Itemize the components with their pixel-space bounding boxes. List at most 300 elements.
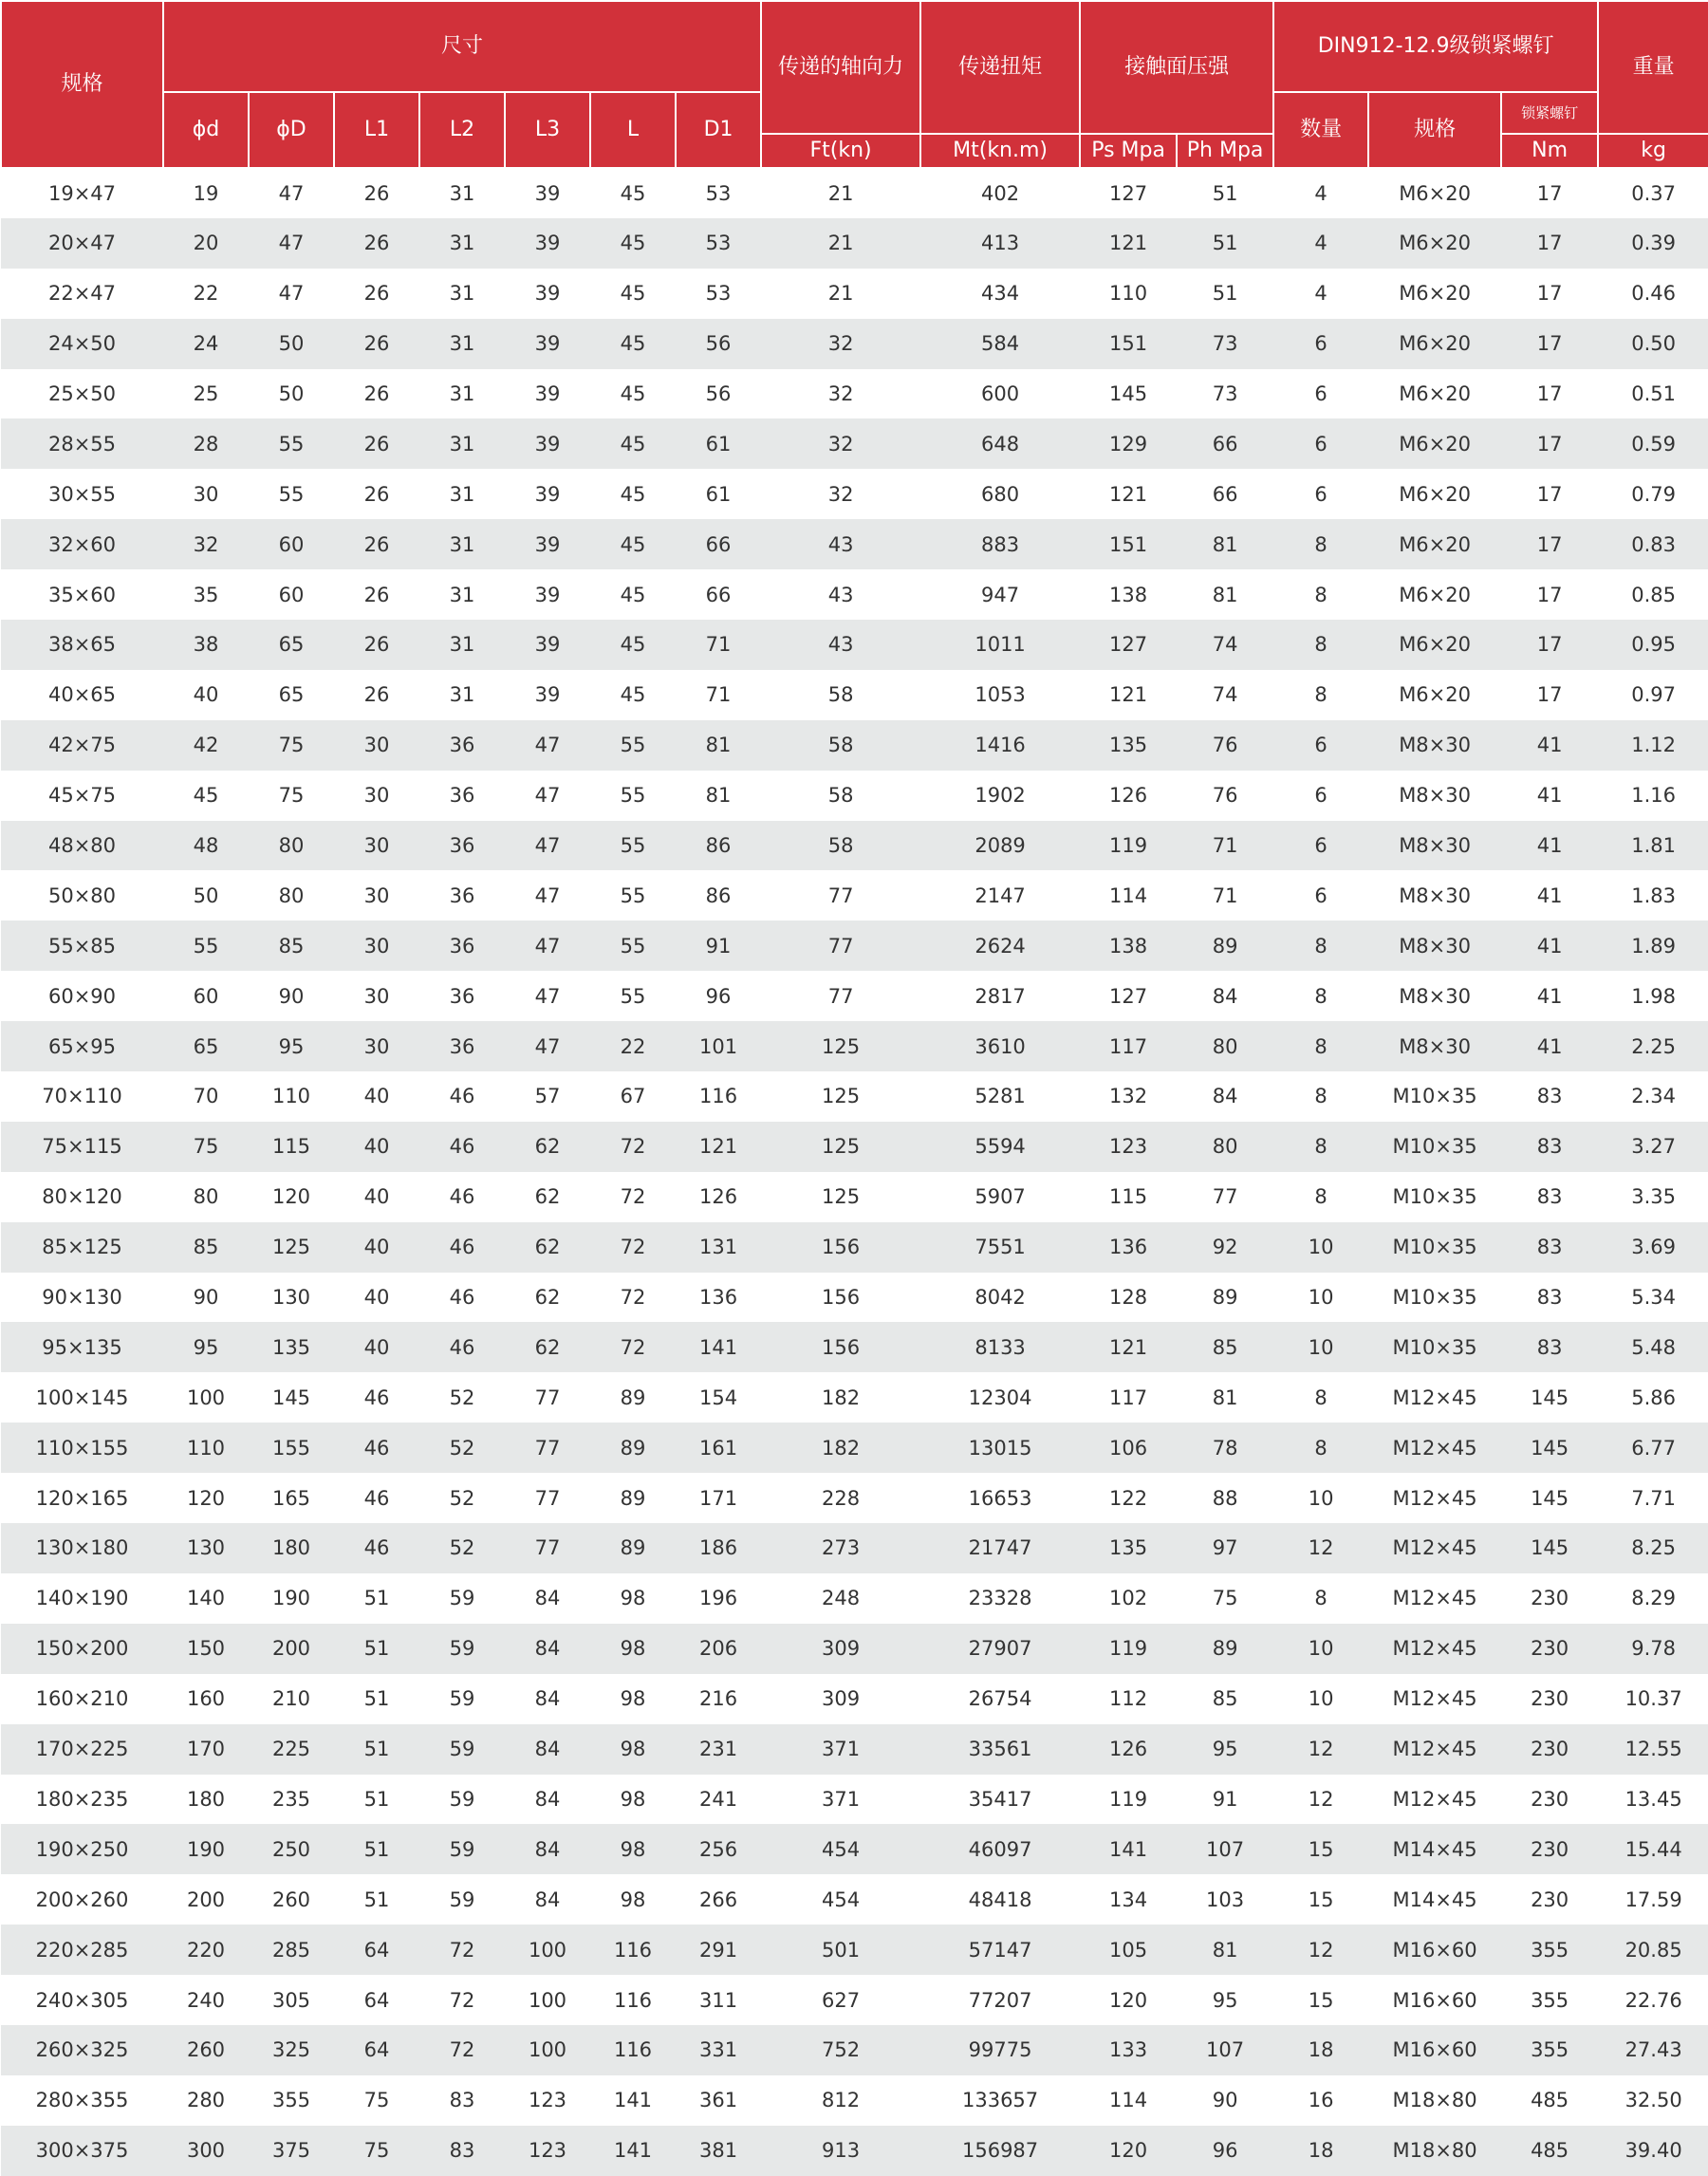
cell-screw-spec: M6×20 (1368, 469, 1501, 519)
cell-spec: 55×85 (1, 921, 163, 971)
cell-nm: 355 (1501, 2025, 1598, 2075)
cell-qty: 8 (1273, 1372, 1368, 1423)
table-row (1, 469, 1708, 519)
cell-phi-d: 300 (163, 2126, 249, 2176)
cell-ps: 123 (1080, 1122, 1177, 1172)
cell-L: 116 (590, 1975, 676, 2025)
cell-phi-D: 235 (249, 1775, 334, 1825)
cell-L3: 123 (505, 2075, 590, 2126)
cell-phi-d: 170 (163, 1724, 249, 1775)
cell-phi-d: 19 (163, 168, 249, 218)
cell-qty: 4 (1273, 168, 1368, 218)
cell-L2: 31 (419, 469, 505, 519)
cell-L: 55 (590, 771, 676, 821)
cell-L: 45 (590, 269, 676, 319)
cell-qty: 8 (1273, 921, 1368, 971)
table-row (1, 771, 1708, 821)
cell-phi-d: 25 (163, 369, 249, 419)
cell-nm: 17 (1501, 569, 1598, 620)
cell-D1: 136 (676, 1273, 761, 1323)
cell-nm: 83 (1501, 1071, 1598, 1122)
table-row (1, 1473, 1708, 1523)
cell-nm: 41 (1501, 821, 1598, 871)
cell-screw-spec: M8×30 (1368, 720, 1501, 771)
cell-mt: 33561 (920, 1724, 1080, 1775)
cell-nm: 17 (1501, 519, 1598, 569)
cell-spec: 32×60 (1, 519, 163, 569)
cell-L2: 83 (419, 2126, 505, 2176)
cell-L3: 57 (505, 1071, 590, 1122)
cell-spec: 95×135 (1, 1322, 163, 1372)
cell-mt: 1416 (920, 720, 1080, 771)
cell-L1: 51 (334, 1824, 419, 1874)
cell-mt: 21747 (920, 1523, 1080, 1573)
table-row (1, 1172, 1708, 1222)
cell-phi-D: 200 (249, 1624, 334, 1674)
cell-L: 98 (590, 1573, 676, 1624)
table-row (1, 1071, 1708, 1122)
cell-screw-spec: M12×45 (1368, 1573, 1501, 1624)
cell-phi-d: 140 (163, 1573, 249, 1624)
cell-L: 45 (590, 168, 676, 218)
cell-mt: 2817 (920, 971, 1080, 1021)
table-row (1, 1423, 1708, 1473)
cell-kg: 15.44 (1598, 1824, 1708, 1874)
cell-kg: 5.86 (1598, 1372, 1708, 1423)
cell-D1: 81 (676, 771, 761, 821)
cell-ps: 115 (1080, 1172, 1177, 1222)
cell-kg: 1.81 (1598, 821, 1708, 871)
cell-nm: 17 (1501, 469, 1598, 519)
cell-qty: 6 (1273, 870, 1368, 921)
cell-kg: 0.97 (1598, 670, 1708, 720)
cell-phi-d: 160 (163, 1674, 249, 1724)
cell-ph: 80 (1177, 1021, 1273, 1071)
cell-phi-d: 80 (163, 1172, 249, 1222)
cell-screw-spec: M6×20 (1368, 218, 1501, 269)
cell-phi-d: 110 (163, 1423, 249, 1473)
cell-screw-spec: M12×45 (1368, 1473, 1501, 1523)
cell-L1: 51 (334, 1624, 419, 1674)
cell-L1: 40 (334, 1273, 419, 1323)
cell-L2: 46 (419, 1273, 505, 1323)
cell-L2: 59 (419, 1824, 505, 1874)
header-torque: 传递扭矩 (920, 1, 1080, 134)
cell-L2: 59 (419, 1624, 505, 1674)
cell-ph: 95 (1177, 1975, 1273, 2025)
cell-ph: 89 (1177, 921, 1273, 971)
cell-ft: 58 (761, 771, 920, 821)
cell-D1: 86 (676, 821, 761, 871)
cell-L3: 84 (505, 1874, 590, 1925)
cell-screw-spec: M8×30 (1368, 870, 1501, 921)
cell-screw-spec: M8×30 (1368, 771, 1501, 821)
cell-L2: 59 (419, 1674, 505, 1724)
cell-nm: 145 (1501, 1523, 1598, 1573)
cell-L2: 36 (419, 870, 505, 921)
cell-L: 45 (590, 620, 676, 670)
cell-screw-spec: M10×35 (1368, 1172, 1501, 1222)
cell-screw-spec: M6×20 (1368, 369, 1501, 419)
cell-L1: 51 (334, 1874, 419, 1925)
cell-ph: 89 (1177, 1624, 1273, 1674)
cell-L2: 36 (419, 771, 505, 821)
cell-L2: 31 (419, 519, 505, 569)
cell-L2: 59 (419, 1724, 505, 1775)
cell-L3: 84 (505, 1824, 590, 1874)
cell-L: 72 (590, 1273, 676, 1323)
cell-phi-D: 50 (249, 369, 334, 419)
cell-ps: 135 (1080, 1523, 1177, 1573)
cell-nm: 145 (1501, 1372, 1598, 1423)
table-row (1, 269, 1708, 319)
cell-D1: 66 (676, 519, 761, 569)
cell-ft: 309 (761, 1624, 920, 1674)
cell-L: 45 (590, 218, 676, 269)
cell-L: 45 (590, 569, 676, 620)
cell-screw-spec: M6×20 (1368, 620, 1501, 670)
cell-mt: 5281 (920, 1071, 1080, 1122)
cell-spec: 35×60 (1, 569, 163, 620)
cell-phi-d: 50 (163, 870, 249, 921)
cell-kg: 22.76 (1598, 1975, 1708, 2025)
cell-nm: 17 (1501, 319, 1598, 369)
table-row (1, 1724, 1708, 1775)
cell-ft: 43 (761, 569, 920, 620)
cell-screw-spec: M8×30 (1368, 921, 1501, 971)
cell-mt: 77207 (920, 1975, 1080, 2025)
cell-ps: 126 (1080, 771, 1177, 821)
cell-L1: 30 (334, 1021, 419, 1071)
cell-ph: 90 (1177, 2075, 1273, 2126)
cell-ps: 120 (1080, 2126, 1177, 2176)
cell-L: 45 (590, 519, 676, 569)
cell-ft: 77 (761, 971, 920, 1021)
cell-L1: 26 (334, 469, 419, 519)
cell-ft: 156 (761, 1273, 920, 1323)
cell-D1: 131 (676, 1222, 761, 1273)
cell-kg: 7.71 (1598, 1473, 1708, 1523)
cell-ph: 92 (1177, 1222, 1273, 1273)
cell-ph: 77 (1177, 1172, 1273, 1222)
cell-D1: 266 (676, 1874, 761, 1925)
cell-screw-spec: M8×30 (1368, 1021, 1501, 1071)
cell-screw-spec: M12×45 (1368, 1372, 1501, 1423)
cell-mt: 3610 (920, 1021, 1080, 1071)
cell-screw-spec: M12×45 (1368, 1674, 1501, 1724)
cell-screw-spec: M16×60 (1368, 2025, 1501, 2075)
cell-L: 45 (590, 670, 676, 720)
table-row (1, 720, 1708, 771)
cell-ph: 78 (1177, 1423, 1273, 1473)
cell-screw-spec: M18×80 (1368, 2126, 1501, 2176)
table-row (1, 1925, 1708, 1975)
cell-qty: 8 (1273, 670, 1368, 720)
cell-ps: 117 (1080, 1372, 1177, 1423)
cell-mt: 2147 (920, 870, 1080, 921)
cell-ft: 454 (761, 1824, 920, 1874)
cell-ph: 88 (1177, 1473, 1273, 1523)
cell-nm: 230 (1501, 1775, 1598, 1825)
cell-L3: 84 (505, 1674, 590, 1724)
cell-phi-D: 90 (249, 971, 334, 1021)
cell-D1: 381 (676, 2126, 761, 2176)
cell-L1: 26 (334, 319, 419, 369)
cell-ph: 76 (1177, 720, 1273, 771)
cell-L: 72 (590, 1122, 676, 1172)
cell-L3: 47 (505, 821, 590, 871)
cell-L2: 59 (419, 1775, 505, 1825)
cell-L: 98 (590, 1624, 676, 1674)
cell-nm: 17 (1501, 620, 1598, 670)
cell-phi-d: 60 (163, 971, 249, 1021)
cell-L3: 84 (505, 1624, 590, 1674)
cell-qty: 16 (1273, 2075, 1368, 2126)
cell-L3: 47 (505, 870, 590, 921)
cell-ft: 156 (761, 1322, 920, 1372)
cell-L1: 30 (334, 870, 419, 921)
cell-ft: 273 (761, 1523, 920, 1573)
cell-ph: 66 (1177, 418, 1273, 469)
cell-D1: 256 (676, 1824, 761, 1874)
cell-D1: 186 (676, 1523, 761, 1573)
header-ph: Ph Mpa (1177, 134, 1273, 168)
cell-spec: 24×50 (1, 319, 163, 369)
cell-kg: 3.27 (1598, 1122, 1708, 1172)
cell-L1: 64 (334, 2025, 419, 2075)
cell-D1: 206 (676, 1624, 761, 1674)
cell-ft: 501 (761, 1925, 920, 1975)
cell-spec: 50×80 (1, 870, 163, 921)
cell-L1: 46 (334, 1523, 419, 1573)
cell-ph: 89 (1177, 1273, 1273, 1323)
cell-ps: 127 (1080, 620, 1177, 670)
header-screw-group: DIN912-12.9级锁紧螺钉 (1273, 1, 1598, 92)
cell-nm: 230 (1501, 1824, 1598, 1874)
cell-phi-D: 155 (249, 1423, 334, 1473)
cell-ps: 151 (1080, 519, 1177, 569)
cell-nm: 230 (1501, 1674, 1598, 1724)
cell-spec: 25×50 (1, 369, 163, 419)
cell-phi-D: 325 (249, 2025, 334, 2075)
cell-nm: 355 (1501, 1925, 1598, 1975)
cell-kg: 3.35 (1598, 1172, 1708, 1222)
cell-spec: 80×120 (1, 1172, 163, 1222)
table-row (1, 1021, 1708, 1071)
cell-kg: 0.83 (1598, 519, 1708, 569)
cell-screw-spec: M18×80 (1368, 2075, 1501, 2126)
cell-D1: 66 (676, 569, 761, 620)
cell-nm: 83 (1501, 1222, 1598, 1273)
cell-phi-d: 38 (163, 620, 249, 670)
cell-L: 141 (590, 2126, 676, 2176)
cell-mt: 413 (920, 218, 1080, 269)
table-row (1, 821, 1708, 871)
cell-spec: 170×225 (1, 1724, 163, 1775)
table-row (1, 1523, 1708, 1573)
cell-L1: 26 (334, 670, 419, 720)
cell-kg: 0.51 (1598, 369, 1708, 419)
cell-ft: 32 (761, 369, 920, 419)
cell-L1: 26 (334, 168, 419, 218)
cell-nm: 230 (1501, 1874, 1598, 1925)
cell-ph: 97 (1177, 1523, 1273, 1573)
table-row (1, 418, 1708, 469)
cell-qty: 10 (1273, 1222, 1368, 1273)
cell-L3: 62 (505, 1222, 590, 1273)
cell-L: 22 (590, 1021, 676, 1071)
cell-mt: 947 (920, 569, 1080, 620)
cell-L1: 40 (334, 1122, 419, 1172)
cell-mt: 8042 (920, 1273, 1080, 1323)
cell-screw-spec: M10×35 (1368, 1122, 1501, 1172)
cell-phi-d: 75 (163, 1122, 249, 1172)
cell-ps: 119 (1080, 821, 1177, 871)
cell-ft: 21 (761, 168, 920, 218)
cell-L3: 77 (505, 1473, 590, 1523)
cell-mt: 1902 (920, 771, 1080, 821)
cell-spec: 42×75 (1, 720, 163, 771)
cell-phi-d: 20 (163, 218, 249, 269)
cell-L1: 26 (334, 569, 419, 620)
cell-spec: 75×115 (1, 1122, 163, 1172)
table-row (1, 1975, 1708, 2025)
cell-L2: 36 (419, 971, 505, 1021)
cell-L3: 39 (505, 418, 590, 469)
cell-L: 98 (590, 1824, 676, 1874)
cell-D1: 101 (676, 1021, 761, 1071)
cell-L: 55 (590, 821, 676, 871)
cell-ft: 309 (761, 1674, 920, 1724)
cell-nm: 17 (1501, 670, 1598, 720)
cell-L1: 40 (334, 1322, 419, 1372)
cell-phi-D: 80 (249, 870, 334, 921)
cell-D1: 53 (676, 218, 761, 269)
cell-ft: 58 (761, 670, 920, 720)
cell-spec: 60×90 (1, 971, 163, 1021)
cell-D1: 154 (676, 1372, 761, 1423)
cell-phi-D: 180 (249, 1523, 334, 1573)
cell-phi-d: 42 (163, 720, 249, 771)
cell-spec: 48×80 (1, 821, 163, 871)
cell-kg: 0.37 (1598, 168, 1708, 218)
cell-screw-spec: M10×35 (1368, 1222, 1501, 1273)
cell-L3: 77 (505, 1372, 590, 1423)
cell-kg: 8.25 (1598, 1523, 1708, 1573)
cell-L3: 39 (505, 319, 590, 369)
cell-ps: 127 (1080, 971, 1177, 1021)
cell-screw-spec: M16×60 (1368, 1925, 1501, 1975)
cell-L3: 47 (505, 720, 590, 771)
cell-screw-spec: M16×60 (1368, 1975, 1501, 2025)
cell-L: 116 (590, 1925, 676, 1975)
cell-L: 72 (590, 1222, 676, 1273)
cell-qty: 8 (1273, 620, 1368, 670)
cell-ps: 151 (1080, 319, 1177, 369)
cell-ps: 145 (1080, 369, 1177, 419)
header-kg: kg (1598, 134, 1708, 168)
cell-L3: 62 (505, 1122, 590, 1172)
cell-L1: 26 (334, 369, 419, 419)
cell-L2: 31 (419, 569, 505, 620)
cell-L3: 84 (505, 1775, 590, 1825)
cell-L1: 26 (334, 519, 419, 569)
cell-ft: 32 (761, 418, 920, 469)
table-row (1, 921, 1708, 971)
cell-spec: 22×47 (1, 269, 163, 319)
cell-L2: 46 (419, 1222, 505, 1273)
header-pressure: 接触面压强 (1080, 1, 1273, 134)
cell-mt: 584 (920, 319, 1080, 369)
cell-phi-d: 120 (163, 1473, 249, 1523)
cell-L: 45 (590, 369, 676, 419)
cell-screw-spec: M12×45 (1368, 1724, 1501, 1775)
cell-ft: 913 (761, 2126, 920, 2176)
cell-ft: 125 (761, 1172, 920, 1222)
cell-ph: 66 (1177, 469, 1273, 519)
cell-L1: 30 (334, 821, 419, 871)
cell-qty: 6 (1273, 821, 1368, 871)
cell-kg: 3.69 (1598, 1222, 1708, 1273)
cell-phi-D: 145 (249, 1372, 334, 1423)
cell-ps: 119 (1080, 1624, 1177, 1674)
cell-L: 45 (590, 319, 676, 369)
table-body (1, 168, 1708, 2176)
cell-ft: 228 (761, 1473, 920, 1523)
table-row (1, 519, 1708, 569)
cell-L: 141 (590, 2075, 676, 2126)
cell-kg: 9.78 (1598, 1624, 1708, 1674)
cell-kg: 10.37 (1598, 1674, 1708, 1724)
cell-D1: 311 (676, 1975, 761, 2025)
cell-L: 55 (590, 720, 676, 771)
cell-ft: 454 (761, 1874, 920, 1925)
cell-L: 98 (590, 1775, 676, 1825)
cell-L2: 31 (419, 168, 505, 218)
cell-qty: 12 (1273, 1925, 1368, 1975)
cell-phi-d: 240 (163, 1975, 249, 2025)
cell-kg: 8.29 (1598, 1573, 1708, 1624)
header-screw-spec: 规格 (1368, 92, 1501, 168)
cell-mt: 1053 (920, 670, 1080, 720)
cell-screw-spec: M6×20 (1368, 319, 1501, 369)
cell-qty: 4 (1273, 218, 1368, 269)
cell-L3: 39 (505, 168, 590, 218)
cell-ft: 248 (761, 1573, 920, 1624)
cell-spec: 90×130 (1, 1273, 163, 1323)
cell-kg: 17.59 (1598, 1874, 1708, 1925)
header-dims: 尺寸 (163, 1, 761, 92)
cell-mt: 133657 (920, 2075, 1080, 2126)
cell-mt: 48418 (920, 1874, 1080, 1925)
cell-nm: 83 (1501, 1273, 1598, 1323)
cell-L2: 36 (419, 1021, 505, 1071)
cell-ph: 51 (1177, 269, 1273, 319)
cell-qty: 6 (1273, 418, 1368, 469)
table-row (1, 1674, 1708, 1724)
cell-L2: 31 (419, 418, 505, 469)
cell-qty: 8 (1273, 1573, 1368, 1624)
cell-L1: 46 (334, 1423, 419, 1473)
cell-L1: 64 (334, 1925, 419, 1975)
cell-screw-spec: M6×20 (1368, 519, 1501, 569)
cell-spec: 240×305 (1, 1975, 163, 2025)
table-row (1, 1322, 1708, 1372)
cell-L3: 47 (505, 921, 590, 971)
cell-ph: 81 (1177, 1925, 1273, 1975)
cell-D1: 171 (676, 1473, 761, 1523)
cell-phi-d: 90 (163, 1273, 249, 1323)
